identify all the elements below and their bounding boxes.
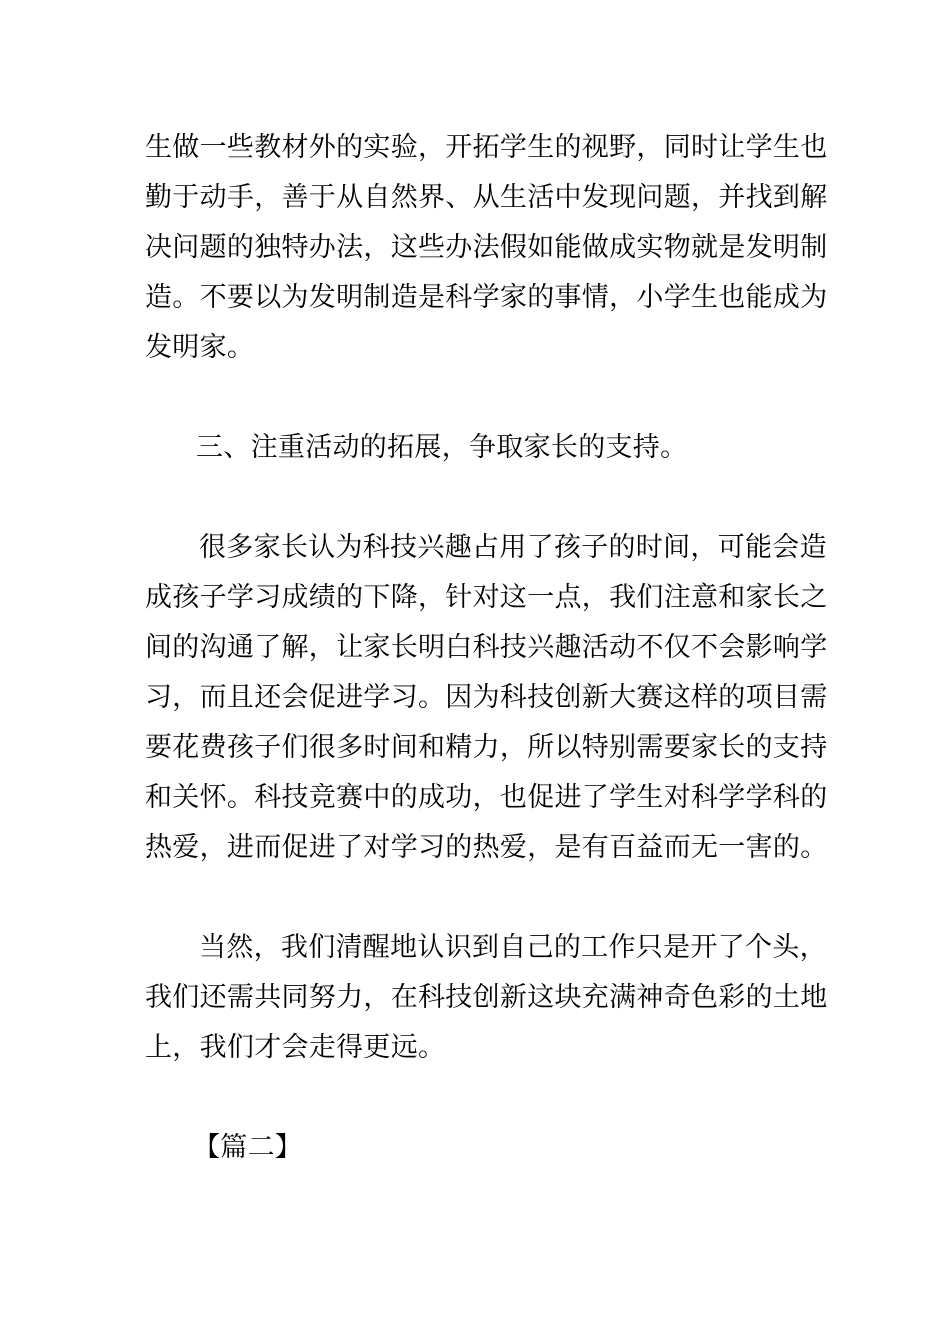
paragraph-2-line-6: 和关怀。科技竞赛中的成功，也促进了学生对科学学科的: [145, 782, 828, 813]
section-marker: 【篇二】: [193, 1132, 303, 1163]
paragraph-2-line-4: 习，而且还会促进学习。因为科技创新大赛这样的项目需: [145, 682, 828, 713]
paragraph-3-line-2: 我们还需共同努力，在科技创新这块充满神奇色彩的土地: [145, 982, 828, 1013]
paragraph-3-line-1: 当然，我们清醒地认识到自己的工作只是开了个头，: [199, 932, 827, 963]
paragraph-3-line-3: 上，我们才会走得更远。: [145, 1032, 446, 1063]
paragraph-2-line-1: 很多家长认为科技兴趣占用了孩子的时间，可能会造: [199, 532, 827, 563]
paragraph-1-line-1: 生做一些教材外的实验，开拓学生的视野，同时让学生也: [145, 132, 828, 163]
paragraph-1-line-4: 造。不要以为发明制造是科学家的事情，小学生也能成为: [145, 282, 828, 313]
paragraph-2-line-3: 间的沟通了解，让家长明白科技兴趣活动不仅不会影响学: [145, 632, 828, 663]
paragraph-1-line-3: 决问题的独特办法，这些办法假如能做成实物就是发明制: [145, 232, 828, 263]
paragraph-2-line-5: 要花费孩子们很多时间和精力，所以特别需要家长的支持: [145, 732, 828, 763]
paragraph-2-line-7: 热爱，进而促进了对学习的热爱，是有百益而无一害的。: [145, 832, 828, 863]
paragraph-1-line-2: 勤于动手，善于从自然界、从生活中发现问题，并找到解: [145, 182, 828, 213]
paragraph-2-line-2: 成孩子学习成绩的下降，针对这一点，我们注意和家长之: [145, 582, 828, 613]
paragraph-1-line-5: 发明家。: [145, 332, 255, 363]
section-heading-3: 三、注重活动的拓展，争取家长的支持。: [196, 432, 688, 463]
